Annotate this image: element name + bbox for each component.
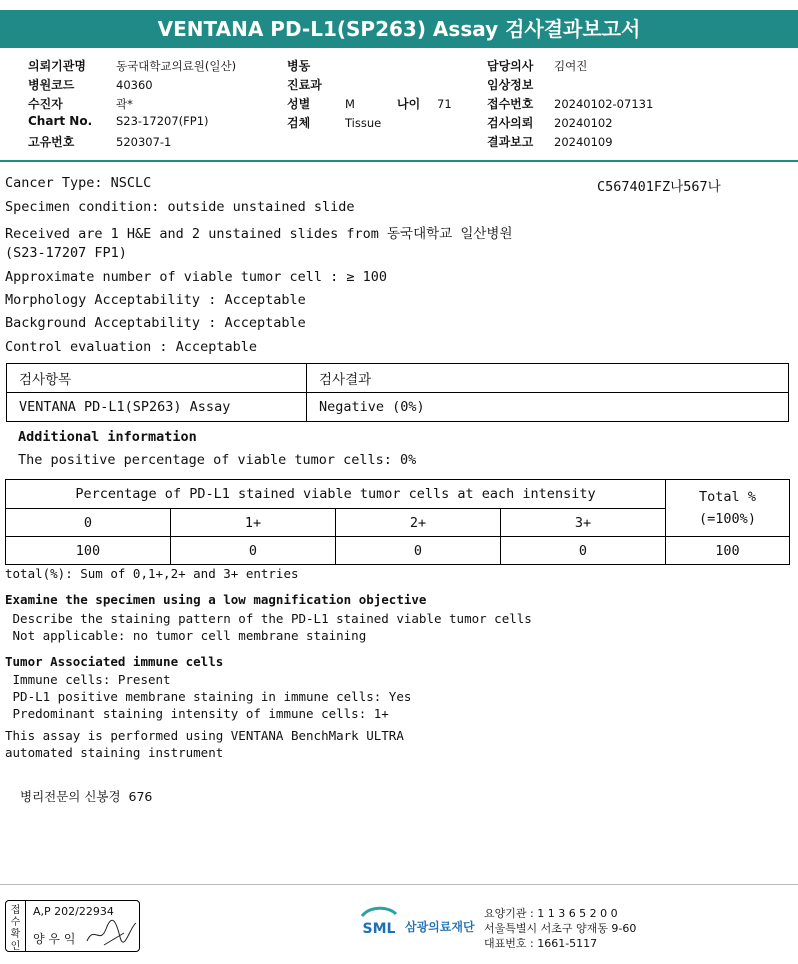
value-1: 0 (171, 537, 336, 565)
specimen-code: C567401FZ나567나 (597, 179, 721, 195)
positive-percentage: The positive percentage of viable tumor cells: 0% (18, 452, 417, 468)
morphology-acceptability: Morphology Acceptability : Acceptable (5, 292, 306, 308)
specimen-value: Tissue (345, 116, 382, 130)
chart-no-label: Chart No. (28, 114, 93, 128)
contact-info (484, 906, 636, 951)
report-date-value: 20240109 (554, 135, 613, 149)
org-name: 삼광의료재단 (405, 920, 475, 934)
total-header (666, 480, 790, 537)
sex-label: 성별 (287, 97, 311, 111)
pathologist: 병리전문의 신봉경 676 (20, 789, 153, 804)
immune-line-3: Predominant staining intensity of immune cells: 1+ (5, 706, 389, 721)
signature-icon (84, 915, 139, 949)
hospital-code-label: 병원코드 (28, 78, 75, 92)
stamp-code: A,P 202/22934 (33, 905, 114, 918)
doctor-value: 김여진 (554, 59, 588, 73)
result-value: Negative (0%) (307, 393, 789, 422)
clinical-info-label: 임상정보 (487, 78, 534, 92)
intensity-heading: Percentage of PD-L1 stained viable tumor cells at each intensity (6, 480, 666, 509)
intensity-3: 3+ (501, 509, 666, 537)
received-id: (S23-17207 FP1) (5, 245, 127, 261)
table-row (6, 480, 790, 509)
logo-text: SML (362, 921, 396, 937)
specimen-label: 검체 (287, 116, 311, 130)
cancer-type: Cancer Type: NSCLC (5, 175, 152, 191)
table-row (6, 537, 790, 565)
table-row (7, 364, 789, 393)
stamp-vertical-label: 접수확인 (6, 901, 26, 951)
result-table (6, 363, 789, 422)
examine-line-1: Describe the staining pattern of the PD-L1 stained viable tumor cells (5, 611, 532, 626)
intensity-table (5, 479, 790, 565)
contact-line-2: 서울특별시 서초구 양재동 9-60 (484, 922, 637, 935)
intensity-0: 0 (6, 509, 171, 537)
request-date-label: 검사의뢰 (487, 116, 534, 130)
header-col1 (28, 57, 236, 152)
header-col3 (487, 57, 653, 152)
col-header-result: 검사결과 (307, 364, 789, 393)
doctor-label: 담당의사 (487, 59, 534, 73)
total-label-2: (=100%) (699, 511, 756, 527)
request-date-value: 20240102 (554, 116, 613, 130)
examine-line-2: Not applicable: no tumor cell membrane staining (5, 628, 367, 643)
total-note: total(%): Sum of 0,1+,2+ and 3+ entries (5, 566, 299, 581)
institution-label: 의뢰기관명 (28, 59, 86, 73)
value-0: 100 (6, 537, 171, 565)
report-title: VENTANA PD-L1(SP263) Assay 검사결과보고서 (0, 10, 798, 48)
department-label: 진료과 (287, 78, 322, 92)
footer-divider (0, 884, 798, 885)
report-date-label: 결과보고 (487, 135, 534, 149)
table-row (7, 393, 789, 422)
institution-value: 동국대학교의료원(일산) (116, 59, 237, 73)
immune-line-1: Immune cells: Present (5, 672, 171, 687)
receipt-stamp (5, 900, 140, 952)
received-slides: Received are 1 H&E and 2 unstained slides from 동국대학교 일산병원 (5, 226, 513, 242)
patient-label: 수진자 (28, 97, 63, 111)
sml-logo-icon (358, 906, 400, 944)
hospital-code-value: 40360 (116, 78, 153, 92)
contact-line-1: 요양기관 : 1 1 3 6 5 2 0 0 (484, 907, 618, 920)
age-label: 나이 (397, 97, 421, 111)
col-header-item: 검사항목 (7, 364, 307, 393)
total-label-1: Total % (699, 489, 756, 505)
ward-label: 병동 (287, 59, 311, 73)
immune-line-2: PD-L1 positive membrane staining in immune cells: Yes (5, 689, 412, 704)
unique-no-label: 고유번호 (28, 135, 75, 149)
viable-tumor-count: Approximate number of viable tumor cell : ≥ 100 (5, 269, 388, 285)
perform-line-1: This assay is performed using VENTANA BenchMark ULTRA (5, 728, 404, 743)
age-value: 71 (437, 97, 452, 111)
value-2: 0 (336, 537, 501, 565)
result-item: VENTANA PD-L1(SP263) Assay (7, 393, 307, 422)
sex-value: M (345, 97, 355, 111)
intensity-2: 2+ (336, 509, 501, 537)
stamp-name: 양 우 익 (33, 932, 76, 946)
header-col2 (287, 57, 452, 133)
patient-value: 곽* (116, 97, 133, 111)
contact-line-3: 대표번호 : 1661-5117 (484, 937, 598, 950)
perform-line-2: automated staining instrument (5, 745, 224, 760)
value-3: 0 (501, 537, 666, 565)
background-acceptability: Background Acceptability : Acceptable (5, 315, 306, 331)
receipt-no-label: 접수번호 (487, 97, 534, 111)
specimen-condition: Specimen condition: outside unstained slide (5, 199, 355, 215)
chart-no-value: S23-17207(FP1) (116, 114, 209, 128)
value-total: 100 (666, 537, 790, 565)
receipt-no-value: 20240102-07131 (554, 97, 654, 111)
additional-heading: Additional information (18, 429, 197, 445)
immune-heading: Tumor Associated immune cells (5, 654, 224, 669)
header-divider (0, 160, 798, 162)
unique-no-value: 520307-1 (116, 135, 172, 149)
control-evaluation: Control evaluation : Acceptable (5, 339, 257, 355)
examine-heading: Examine the specimen using a low magnification objective (5, 592, 427, 607)
intensity-1: 1+ (171, 509, 336, 537)
